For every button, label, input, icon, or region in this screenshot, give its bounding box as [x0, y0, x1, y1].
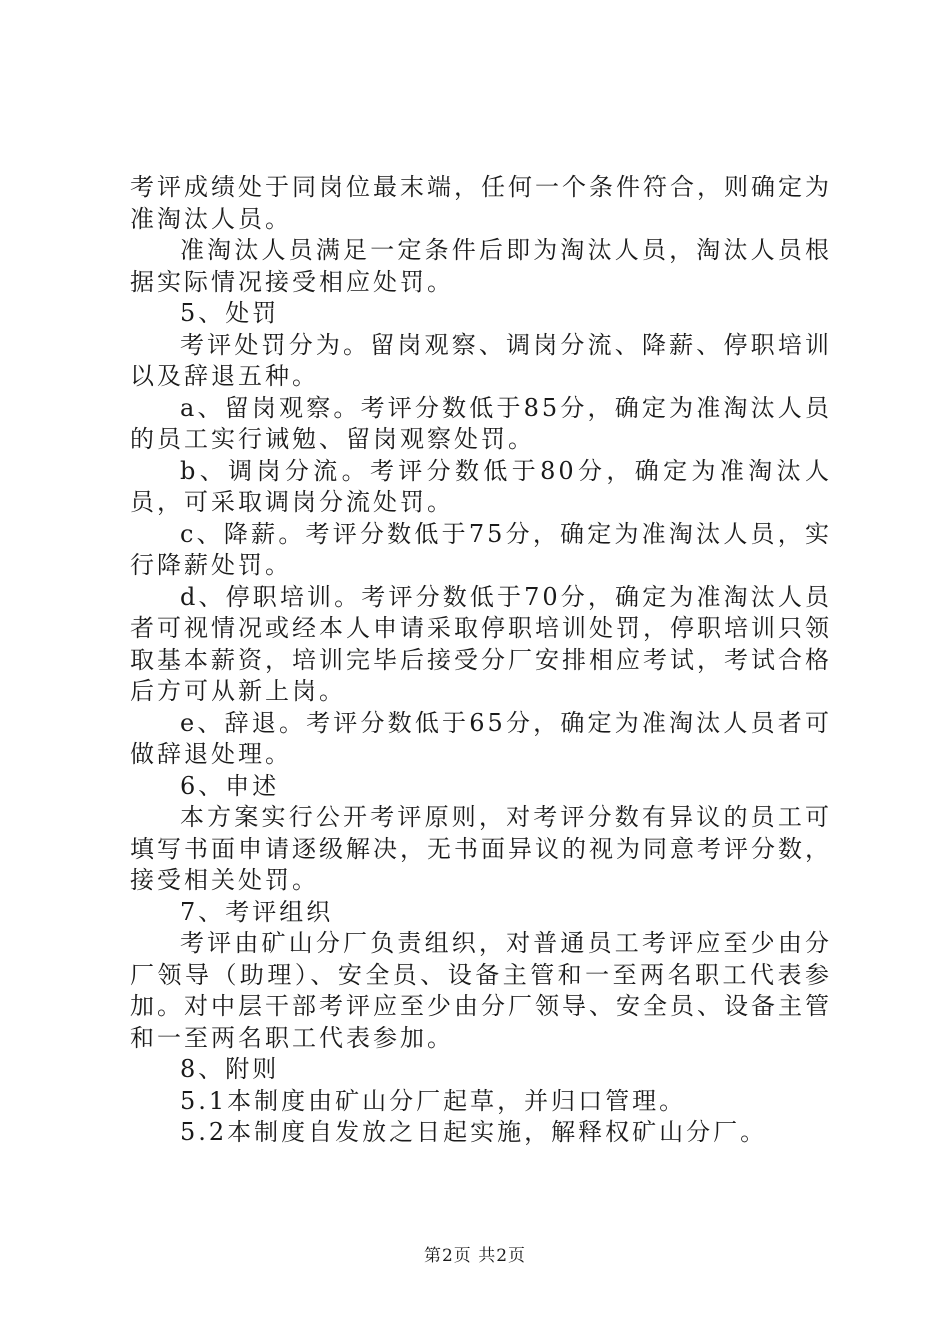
paragraph: 本方案实行公开考评原则，对考评分数有异议的员工可填写书面申请逐级解决，无书面异议的视为同意考评分数，接受相关处罚。 — [130, 803, 832, 894]
paragraph: b、调岗分流。考评分数低于80分，确定为准淘汰人员，可采取调岗分流处罚。 — [130, 456, 832, 516]
paragraph: 考评处罚分为。留岗观察、调岗分流、降薪、停职培训以及辞退五种。 — [130, 330, 832, 390]
paragraph: 7、考评组织 — [180, 897, 334, 926]
paragraph: 考评由矿山分厂负责组织，对普通员工考评应至少由分厂领导（助理）、安全员、设备主管和一至两名职工代表参加。对中层干部考评应至少由分厂领导、安全员、设备主管和一至两名职工代表参加。 — [130, 929, 832, 1052]
page-footer: 第2页 共2页 — [423, 1246, 527, 1266]
paragraph: 5、处罚 — [180, 299, 280, 327]
paragraph: 5.1本制度由矿山分厂起草，并归口管理。 — [180, 1086, 687, 1115]
document-body — [130, 172, 832, 1149]
paragraph: d、停职培训。考评分数低于70分，确定为准淘汰人员者可视情况或经本人申请采取停职培训处罚，停职培训只领取基本薪资，培训完毕后接受分厂安排相应考试，考试合格后方可从新上岗。 — [130, 582, 832, 705]
paragraph: 6、申述 — [180, 771, 280, 800]
paragraph: 8、附则 — [180, 1055, 280, 1083]
paragraph: 准淘汰人员满足一定条件后即为淘汰人员，淘汰人员根据实际情况接受相应处罚。 — [130, 236, 832, 296]
paragraph: 5.2本制度自发放之日起实施，解释权矿山分厂。 — [180, 1118, 768, 1146]
paragraph: c、降薪。考评分数低于75分，确定为准淘汰人员，实行降薪处罚。 — [130, 519, 832, 579]
paragraph: 考评成绩处于同岗位最末端，任何一个条件符合，则确定为准淘汰人员。 — [130, 173, 832, 233]
paragraph: e、辞退。考评分数低于65分，确定为准淘汰人员者可做辞退处理。 — [130, 708, 832, 768]
paragraph: a、留岗观察。考评分数低于85分，确定为准淘汰人员的员工实行诫勉、留岗观察处罚。 — [130, 393, 832, 453]
